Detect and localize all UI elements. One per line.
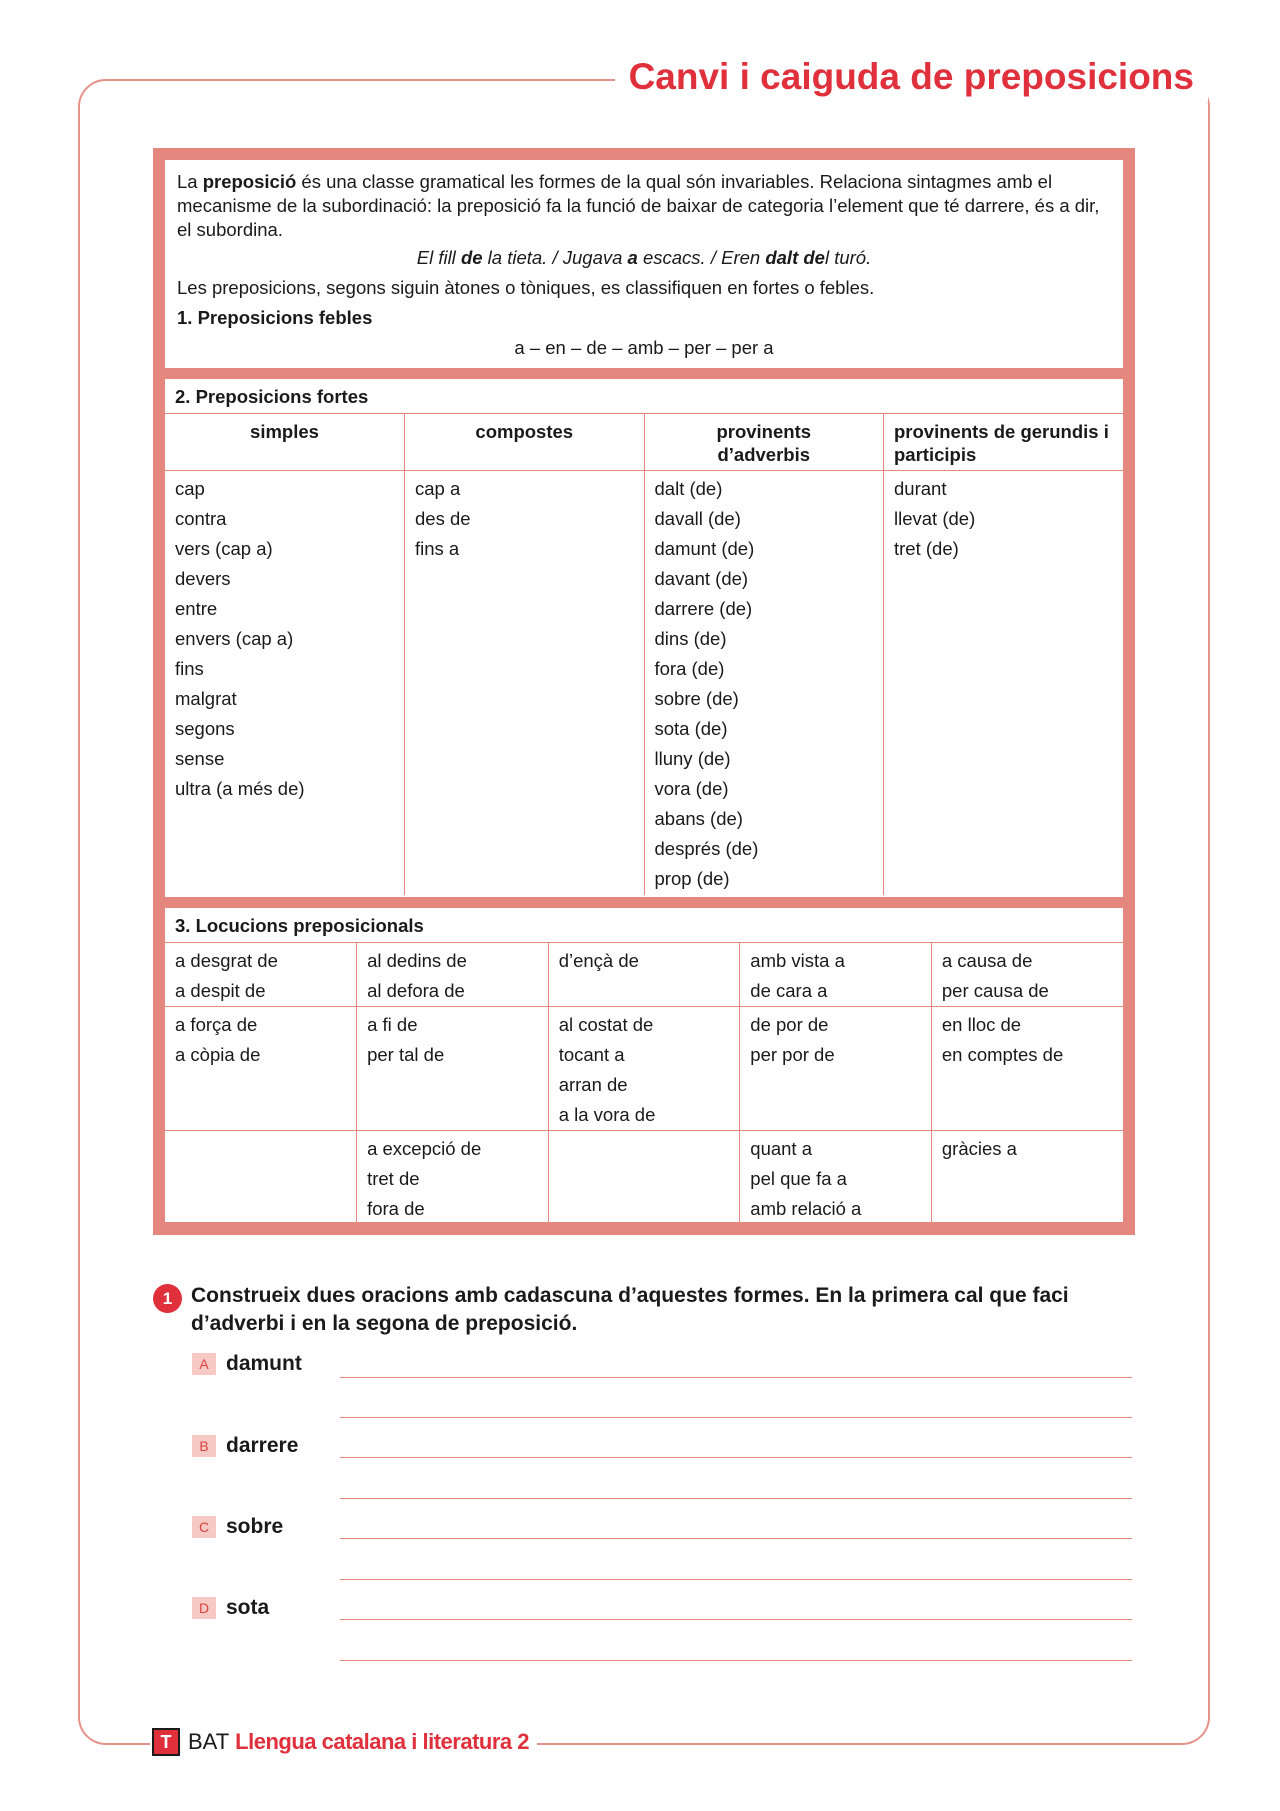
- exercise-1: [153, 1282, 1143, 1338]
- list-item: sota (de): [654, 717, 728, 739]
- list-item: al defora de: [367, 980, 465, 1001]
- table-cell: [357, 1007, 549, 1131]
- examples-line: El fill de la tieta. / Jugava a escacs. / Eren dalt del turó.: [416, 247, 872, 268]
- item-word: damunt: [226, 1352, 302, 1375]
- list-item: de por de: [750, 1014, 829, 1035]
- table-cell: [548, 1007, 740, 1131]
- list-item: contra: [175, 507, 227, 529]
- compostes-list: [405, 470, 645, 895]
- gerundis-list: [884, 470, 1124, 895]
- answer-line[interactable]: [340, 1417, 1132, 1418]
- item-word: sobre: [226, 1515, 284, 1538]
- publisher-logo: T: [152, 1728, 180, 1756]
- item-word: sota: [226, 1596, 270, 1619]
- footer-level: BAT: [188, 1729, 230, 1754]
- list-item: gràcies a: [941, 1138, 1017, 1159]
- list-item: de cara a: [750, 980, 828, 1001]
- list-item: arran de: [558, 1074, 628, 1095]
- intro-paragraph: La preposició és una classe gramatical les formes de la qual són invariables. Relaciona sintagmes amb el mecanisme de la subordinació: la preposició fa la funció de baixar de categoria l’element que té darrere, és a dir, el subordina.: [177, 171, 1100, 240]
- answer-line[interactable]: [340, 1579, 1132, 1580]
- strong-section: [165, 379, 1123, 897]
- table-row: [165, 1007, 1123, 1131]
- list-item: a força de: [175, 1014, 258, 1035]
- adverbis-list: [644, 470, 884, 895]
- list-item: a còpia de: [175, 1044, 261, 1065]
- list-item: darrere (de): [654, 597, 753, 619]
- list-item: durant: [894, 477, 947, 499]
- list-item: fora de: [367, 1198, 425, 1219]
- item-word: darrere: [226, 1434, 299, 1457]
- list-item: abans (de): [654, 807, 743, 829]
- list-item: després (de): [654, 837, 759, 859]
- list-item: amb vista a: [750, 950, 845, 971]
- table-cell: [740, 1007, 932, 1131]
- table-cell: [740, 943, 932, 1007]
- answer-line[interactable]: [340, 1660, 1132, 1661]
- list-item: malgrat: [175, 687, 237, 709]
- footer: [150, 1722, 537, 1762]
- list-item: fins: [175, 657, 204, 679]
- list-item: tret de: [367, 1168, 420, 1189]
- list-item: lluny (de): [654, 747, 731, 769]
- list-item: a la vora de: [558, 1104, 656, 1125]
- list-item: en lloc de: [941, 1014, 1022, 1035]
- list-item: cap a: [415, 477, 461, 499]
- classification-paragraph: Les preposicions, segons siguin àtones o tòniques, es classifiquen en fortes o febles.: [177, 277, 875, 298]
- list-item: vers (cap a): [175, 537, 273, 559]
- list-item: sobre (de): [654, 687, 739, 709]
- list-item: per tal de: [367, 1044, 445, 1065]
- list-item: a fi de: [367, 1014, 418, 1035]
- list-item: damunt (de): [654, 537, 755, 559]
- list-item: amb relació a: [750, 1198, 862, 1219]
- list-item: quant a: [750, 1138, 813, 1159]
- table-row: [165, 943, 1123, 1007]
- table-cell: [931, 1131, 1123, 1225]
- list-item: segons: [175, 717, 235, 739]
- list-item: sense: [175, 747, 225, 769]
- list-item: entre: [175, 597, 218, 619]
- item-letter: B: [192, 1435, 216, 1457]
- answer-line[interactable]: [340, 1538, 1132, 1539]
- table-cell: [740, 1131, 932, 1225]
- answer-line[interactable]: [340, 1377, 1132, 1378]
- list-item: al dedins de: [367, 950, 467, 971]
- list-item: pel que fa a: [750, 1168, 847, 1189]
- exercise-number: 1: [153, 1284, 182, 1313]
- locutions-heading: 3. Locucions preposicionals: [165, 908, 1123, 943]
- exercise-instruction: Construeix dues oracions amb cadascuna d’aquestes formes. En la primera cal que faci d’adverbi i en la segona de preposició.: [191, 1284, 1069, 1335]
- table-row: [165, 1131, 1123, 1225]
- list-item: a desgrat de: [175, 950, 278, 971]
- table-cell: [165, 943, 357, 1007]
- list-item: llevat (de): [894, 507, 976, 529]
- list-item: al costat de: [558, 1014, 654, 1035]
- list-item: devers: [175, 567, 231, 589]
- term-preposicio: preposició: [202, 171, 297, 192]
- list-item: per causa de: [941, 980, 1049, 1001]
- table-cell: [165, 1131, 357, 1225]
- col-gerundis: provinents de gerundis i participis: [884, 414, 1124, 470]
- item-letter: D: [192, 1597, 216, 1619]
- table-cell: [357, 1131, 549, 1225]
- list-item: tret (de): [894, 537, 959, 559]
- list-item: dalt (de): [654, 477, 723, 499]
- list-item: ultra (a més de): [175, 777, 305, 799]
- item-letter: C: [192, 1516, 216, 1538]
- page-title: Canvi i caiguda de preposicions: [615, 52, 1208, 102]
- item-letter: A: [192, 1353, 216, 1375]
- strong-table: [165, 414, 1123, 895]
- answer-line[interactable]: [340, 1619, 1132, 1620]
- col-adverbis: provinents d’adverbis: [644, 414, 884, 470]
- table-cell: [931, 1007, 1123, 1131]
- weak-list: a – en – de – amb – per – per a: [514, 337, 774, 358]
- list-item: fora (de): [654, 657, 725, 679]
- list-item: des de: [415, 507, 471, 529]
- list-item: en comptes de: [941, 1044, 1064, 1065]
- locutions-table: [165, 943, 1123, 1224]
- list-item: envers (cap a): [175, 627, 294, 649]
- list-item: a excepció de: [367, 1138, 482, 1159]
- table-cell: [357, 943, 549, 1007]
- list-item: davall (de): [654, 507, 741, 529]
- list-item: tocant a: [558, 1044, 625, 1065]
- list-item: a causa de: [941, 950, 1033, 971]
- locutions-section: [165, 908, 1123, 1222]
- table-cell: [931, 943, 1123, 1007]
- list-item: dins (de): [654, 627, 727, 649]
- list-item: per por de: [750, 1044, 835, 1065]
- theory-box: [153, 148, 1135, 1235]
- list-item: fins a: [415, 537, 460, 559]
- answer-line[interactable]: [340, 1498, 1132, 1499]
- table-cell: [548, 1131, 740, 1225]
- footer-book-title: Llengua catalana i literatura 2: [235, 1729, 529, 1754]
- col-compostes: compostes: [405, 414, 645, 470]
- table-cell: [165, 1007, 357, 1131]
- list-item: a despit de: [175, 980, 266, 1001]
- table-cell: [548, 943, 740, 1007]
- weak-heading: 1. Preposicions febles: [177, 307, 373, 328]
- list-item: vora (de): [654, 777, 729, 799]
- list-item: davant (de): [654, 567, 749, 589]
- intro-section: [165, 160, 1123, 368]
- list-item: cap: [175, 477, 205, 499]
- list-item: prop (de): [654, 867, 730, 889]
- simples-list: [165, 470, 405, 895]
- answer-line[interactable]: [340, 1457, 1132, 1458]
- col-simples: simples: [165, 414, 405, 470]
- strong-heading: 2. Preposicions fortes: [165, 379, 1123, 414]
- list-item: d’ençà de: [558, 950, 639, 971]
